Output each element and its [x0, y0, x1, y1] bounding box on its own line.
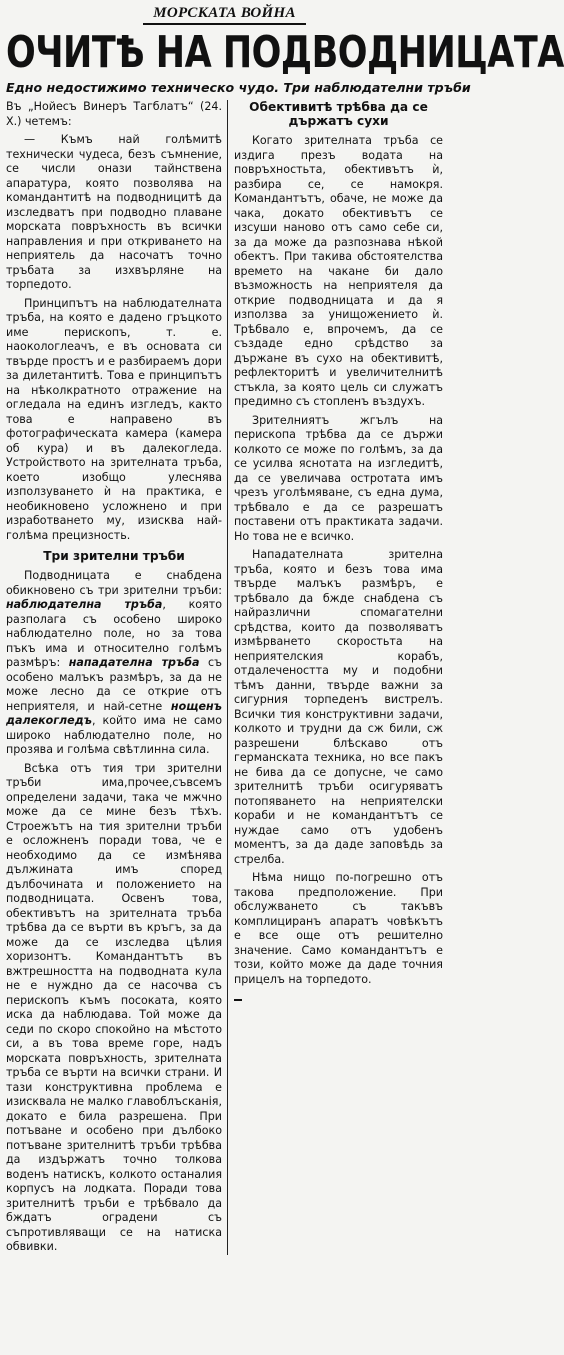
text-run: Подводницата е снабдена обикновено съ три зрителни тръби:: [6, 569, 222, 597]
left-column: [6, 100, 228, 1255]
paragraph-conclusion: Нѣма нищо по-погрешно отъ такова предположение. При обслужването съ такъвъ комплициранъ апаратъ човѣкътъ е все още отъ решително значение. Само командантътъ е този, който може да даде точния прицелъ на торпедото.: [234, 871, 443, 986]
article-columns: [6, 100, 443, 1255]
paragraph-view-angle: Зрителниятъ жгълъ на перископа трѣбва да се държи колкото се може по голѣмъ, за да се усилва яснотата на изгледитѣ, да се увеличава остротата имъ чрезъ уголѣмяване, съ една дума, трѣбвало е да се разрешатъ поставени отъ практиката задачи. Но това не е всичко.: [234, 413, 443, 543]
kicker-wrap: [6, 4, 443, 26]
paragraph-attack-tube: Нападателната зрителна тръба, която и безъ това има твърде малъкъ размѣръ, е трѣбвало да бжде снабдена съ найразлични спомагателни срѣдства, които да позволяватъ измѣрването скоростьта на неприятелския корабъ, отдалечеността му и подобни тѣмъ данни, твърде важни за сигурния торпеденъ вистрелъ. Всички тия конструктивни задачи, колкото и трудни да сж били, сж разрешени блѣскаво отъ германската техника, но все пакъ не бива да се допусне, че само зрителнитѣ тръби осигуряватъ потопяването на неприятелски кораби и не командантътъ се нуждае само отъ удобенъ моментъ, за да даде заповѣдь за стрелба.: [234, 548, 443, 866]
end-mark: [234, 999, 242, 1001]
article-subtitle: Едно недостижимо техническо чудо. Три наблюдателни тръби: [6, 80, 471, 95]
paragraph-lens-drying: Когато зрителната тръба се издига презъ водата на повръхностьта, обективътъ ѝ, разбира се, се намокря. Командантътъ, обаче, не може да чака, докато обективътъ се изсуши наново отъ само себе си, за да може да разпознава нѣкой обектъ. При такива обстоятелства времето на чакане би дало възможность на неприятеля да открие подводницата и да я използва за унищожението ѝ. Трѣбвало е, впрочемъ, да се създаде едно срѣдство за държане въ сухо на обективитѣ, рефлекторитѣ и увеличителнитѣ стъкла, за която цель си служатъ предимно съ стопленъ въздухъ.: [234, 134, 443, 408]
paragraph-construction: Всѣка отъ тия три зрителни тръби има,прочее,съвсемъ определени задачи, така че мжчно може да се мине безъ тѣхъ. Строежътъ на тия зрителни тръби е осложненъ поради това, че е необходимо да се измѣнява дължината имъ според дълбочината и положението на подводницата. Освенъ това, обективътъ на зрителната тръба трѣбва да се върти въ кръгъ, за да може да се изследва цѣлия хоризонтъ. Командантътъ въ вжтрешността на подводната кула не е нуждно да се насочва съ перископъ къмъ посоката, която иска да наблюдава. Той може да седи по скоро спокойно на мѣстото си, а въ това време горе, надъ морската повръхность, зрителната тръба се върти на всички страни. И тази конструктивна проблема е изисквала не малко главоблъсканія, докато е била разрешена. При потъване и особено при дълбоко потъване зрителнитѣ тръби трѣбва да издържатъ точно толкова воденъ натискъ, колкото останалия корпусъ на лодката. Поради това зрителнитѣ тръби е трѣбвало да бждатъ оградени съ съпротивляващи се на натиска обвивки.: [6, 761, 222, 1253]
subheading-dry-lenses: Обективитѣ трѣбва да се държатъ сухи: [249, 100, 428, 128]
emphasis-attack-tube: нападателна тръба: [68, 656, 200, 669]
emphasis-night-scope: нощенъ далекогледъ: [6, 699, 222, 727]
right-column: [228, 100, 443, 1255]
emphasis-observation-tube: наблюдателна тръба: [6, 598, 163, 611]
paragraph-principle: Принципътъ на наблюдателната тръба, на която е дадено гръцкото име перископъ, т. е. наокологлеачъ, е въ основата си твърде простъ и е разбираемъ дори за дилетантитѣ. Това е принципътъ на нѣколкратното отражение на огледала на единъ изгледъ, както това е направено въ фотографическата камера (камера об кура) и въ далекогледа. Устройството на зрителната тръба, което изобщо улеснява използуването ѝ на практика, е необикновено усложнено и при изработването му, изисква най-голѣма прецизность.: [6, 296, 222, 542]
text-run: , която разполага съ особено широко наблюдателно поле, но за това пъкъ има и относително голѣмъ размѣръ:: [6, 598, 222, 669]
paragraph-tube-types: [6, 569, 222, 758]
section-kicker: МОРСКАТА ВОЙНА: [143, 4, 306, 25]
paragraph-source: Въ „Нойесъ Винеръ Тагблатъ“ (24. Х.) четемъ:: [6, 100, 222, 128]
article-headline: ОЧИТѢ НА ПОДВОДНИЦАТА: [6, 28, 564, 78]
paragraph-intro: — Къмъ най голѣмитѣ технически чудеса, безъ съмнение, се числи онази тайнствена апаратура, която позволява на командантитѣ на подводницитѣ да изследватъ при подводно плаване морската повръхность въ всички направления и при откриването на неприятель да насочатъ точно тръбата за изхвърляне на торпедото.: [6, 133, 222, 291]
subheading-three-tubes: Три зрителни тръби: [43, 549, 185, 563]
text-run: съ особено малъкъ размѣръ, за да не може лесно да се открие отъ неприятеля, и най-сетне: [6, 656, 222, 713]
text-run: , който има не само широко наблюдателно поле, но прозява и голѣма свѣтлинна сила.: [6, 714, 222, 756]
